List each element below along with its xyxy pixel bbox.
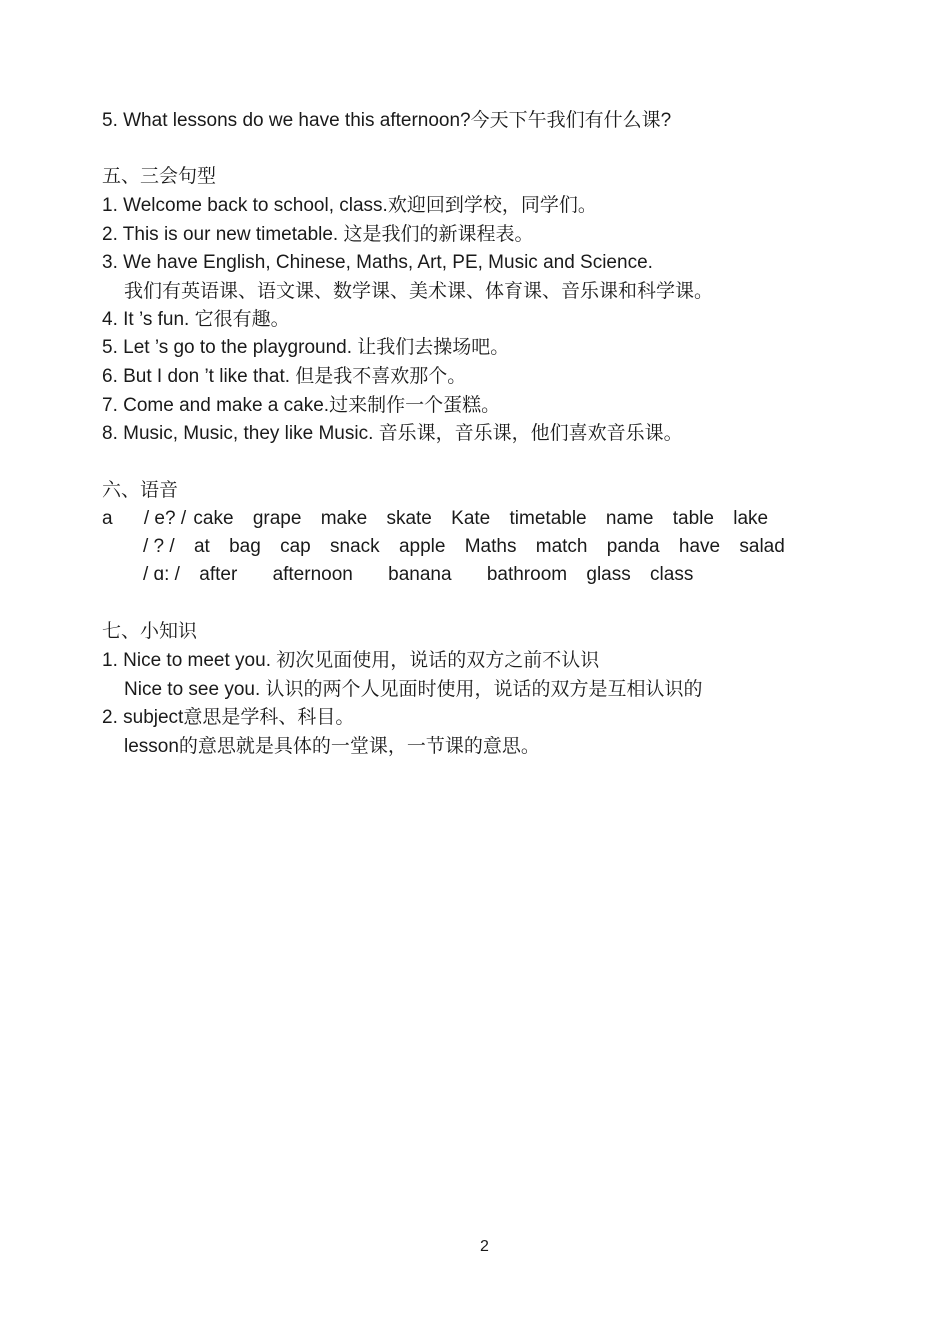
phonics-word: bathroom [486, 564, 568, 585]
phonics-word: grape [252, 508, 302, 529]
section-6-heading: 六、语音 [102, 479, 179, 501]
section-5-line-5: 5. Let ’s go to the playground. 让我们去操场吧。 [102, 337, 510, 358]
section-5-line-8: 8. Music, Music, they like Music. 音乐课，音乐课，他们喜欢音乐课。 [102, 423, 683, 444]
section-5-line-3-cn: 我们有英语课、语文课、数学课、美术课、体育课、音乐课和科学课。 [124, 281, 714, 302]
phonics-word: name [605, 508, 654, 529]
phonics-word: lake [733, 508, 769, 529]
phonics-ipa: / ɑ: / [143, 564, 180, 585]
section-7-line-2: Nice to see you. 认识的两个人见面时使用，说话的双方是互相认识的 [124, 679, 703, 700]
phonics-word: panda [606, 536, 660, 557]
phonics-letter: a [102, 508, 113, 529]
section-5-line-4: 4. It ’s fun. 它很有趣。 [102, 309, 290, 330]
phonics-word: snack [330, 536, 380, 557]
phonics-word: Maths [464, 536, 517, 557]
section-5-line-1: 1. Welcome back to school, class.欢迎回到学校，同学们。 [102, 195, 597, 216]
phonics-word: cake [193, 508, 234, 529]
section-7-heading: 七、小知识 [102, 620, 198, 642]
phonics-word: apple [398, 536, 446, 557]
phonics-word: timetable [509, 508, 587, 529]
phonics-word: Kate [451, 508, 491, 529]
section-7-line-3: 2. subject意思是学科、科目。 [102, 707, 355, 728]
section-5-line-7: 7. Come and make a cake.过来制作一个蛋糕。 [102, 395, 501, 416]
phonics-word: banana [388, 564, 452, 585]
phonics-ipa: / e? / [143, 508, 187, 529]
phonics-row-1 [102, 507, 782, 531]
section-7-line-4: lesson的意思就是具体的一堂课，一节课的意思。 [124, 736, 540, 757]
page-number: 2 [480, 1238, 489, 1255]
phonics-word: salad [739, 536, 785, 557]
phonics-word: make [320, 508, 368, 529]
phonics-word: cap [280, 536, 311, 557]
phonics-word: table [672, 508, 714, 529]
phonics-word: glass [586, 564, 631, 585]
phonics-row-2 [143, 535, 799, 559]
section-5-line-2: 2. This is our new timetable. 这是我们的新课程表。 [102, 224, 534, 245]
phonics-word: afternoon [272, 564, 353, 585]
phonics-word: skate [386, 508, 432, 529]
phonics-word: have [678, 536, 721, 557]
phonics-ipa: / ? / [143, 536, 175, 557]
phonics-word: at [193, 536, 210, 557]
phonics-word: after [199, 564, 238, 585]
section-5-line-3: 3. We have English, Chinese, Maths, Art, PE, Music and Science. [102, 252, 653, 273]
section-7-line-1: 1. Nice to meet you. 初次见面使用，说话的双方之前不认识 [102, 650, 600, 671]
phonics-word: bag [229, 536, 261, 557]
section-5-line-6: 6. But I don ’t like that. 但是我不喜欢那个。 [102, 366, 467, 387]
line-q5: 5. What lessons do we have this afternoon?今天下午我们有什么课? [102, 110, 672, 131]
phonics-word: match [535, 536, 588, 557]
section-5-heading: 五、三会句型 [102, 165, 217, 187]
phonics-row-3 [143, 563, 707, 587]
phonics-word: class [650, 564, 694, 585]
